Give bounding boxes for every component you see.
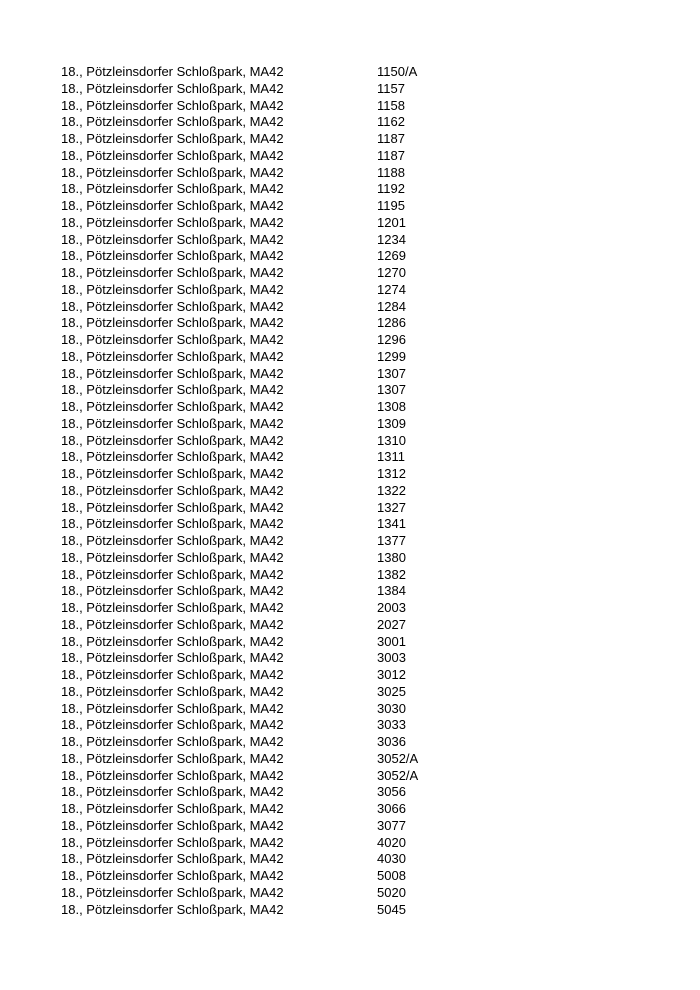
list-item (61, 868, 661, 885)
list-item (61, 717, 661, 734)
entry-list (61, 64, 661, 918)
item-number: 1234 (377, 231, 406, 247)
location-text: 18., Pötzleinsdorfer Schloßpark, MA42 (61, 633, 284, 649)
location-text: 18., Pötzleinsdorfer Schloßpark, MA42 (61, 214, 284, 230)
location-text: 18., Pötzleinsdorfer Schloßpark, MA42 (61, 415, 284, 431)
list-item (61, 600, 661, 617)
list-item (61, 449, 661, 466)
item-number: 4020 (377, 834, 406, 850)
item-number: 1201 (377, 214, 406, 230)
location-text: 18., Pötzleinsdorfer Schloßpark, MA42 (61, 600, 284, 615)
location-text: 18., Pötzleinsdorfer Schloßpark, MA42 (61, 533, 284, 548)
list-item (61, 131, 661, 148)
item-number: 1380 (377, 549, 406, 565)
location-text: 18., Pötzleinsdorfer Schloßpark, MA42 (61, 449, 284, 465)
list-item (61, 248, 661, 265)
location-text: 18., Pötzleinsdorfer Schloßpark, MA42 (61, 734, 284, 749)
list-item (61, 684, 661, 701)
item-number: 3030 (377, 700, 406, 716)
location-text: 18., Pötzleinsdorfer Schloßpark, MA42 (61, 164, 284, 180)
list-item (61, 768, 661, 785)
location-text: 18., Pötzleinsdorfer Schloßpark, MA42 (61, 281, 284, 297)
list-item (61, 818, 661, 835)
item-number: 4030 (377, 851, 406, 867)
location-text: 18., Pötzleinsdorfer Schloßpark, MA42 (61, 750, 284, 766)
list-item (61, 466, 661, 483)
list-item (61, 433, 661, 450)
item-number: 1377 (377, 533, 406, 548)
list-item (61, 81, 661, 98)
location-text: 18., Pötzleinsdorfer Schloßpark, MA42 (61, 80, 284, 96)
list-item (61, 516, 661, 533)
location-text: 18., Pötzleinsdorfer Schloßpark, MA42 (61, 549, 284, 565)
item-number: 1307 (377, 365, 406, 381)
list-item (61, 667, 661, 684)
item-number: 1327 (377, 499, 406, 515)
location-text: 18., Pötzleinsdorfer Schloßpark, MA42 (61, 97, 284, 113)
list-item (61, 114, 661, 131)
location-text: 18., Pötzleinsdorfer Schloßpark, MA42 (61, 181, 284, 197)
item-number: 1192 (377, 181, 405, 197)
item-number: 3052/A (377, 767, 419, 783)
item-number: 1309 (377, 415, 406, 431)
list-item (61, 399, 661, 416)
item-number: 3052/A (377, 750, 419, 766)
location-text: 18., Pötzleinsdorfer Schloßpark, MA42 (61, 265, 284, 280)
list-item (61, 583, 661, 600)
location-text: 18., Pötzleinsdorfer Schloßpark, MA42 (61, 114, 284, 130)
location-text: 18., Pötzleinsdorfer Schloßpark, MA42 (61, 717, 284, 733)
location-text: 18., Pötzleinsdorfer Schloßpark, MA42 (61, 231, 284, 247)
list-item (61, 215, 661, 232)
location-text: 18., Pötzleinsdorfer Schloßpark, MA42 (61, 901, 284, 917)
list-item (61, 550, 661, 567)
item-number: 3001 (377, 633, 406, 649)
item-number: 1299 (377, 348, 406, 364)
item-number: 3012 (377, 667, 406, 682)
location-text: 18., Pötzleinsdorfer Schloßpark, MA42 (61, 834, 284, 850)
location-text: 18., Pötzleinsdorfer Schloßpark, MA42 (61, 868, 284, 883)
list-item (61, 315, 661, 332)
location-text: 18., Pötzleinsdorfer Schloßpark, MA42 (61, 884, 284, 900)
location-text: 18., Pötzleinsdorfer Schloßpark, MA42 (61, 315, 284, 331)
item-number: 1296 (377, 332, 406, 347)
location-text: 18., Pötzleinsdorfer Schloßpark, MA42 (61, 516, 284, 532)
item-number: 1274 (377, 281, 406, 297)
item-number: 3003 (377, 650, 406, 666)
list-item (61, 801, 661, 818)
item-number: 1162 (377, 114, 405, 130)
location-text: 18., Pötzleinsdorfer Schloßpark, MA42 (61, 432, 284, 448)
item-number: 1311 (377, 449, 405, 465)
location-text: 18., Pötzleinsdorfer Schloßpark, MA42 (61, 365, 284, 381)
item-number: 3066 (377, 801, 406, 816)
item-number: 1382 (377, 566, 406, 582)
location-text: 18., Pötzleinsdorfer Schloßpark, MA42 (61, 147, 284, 163)
location-text: 18., Pötzleinsdorfer Schloßpark, MA42 (61, 382, 284, 398)
list-item (61, 64, 661, 81)
item-number: 1158 (377, 97, 405, 113)
location-text: 18., Pötzleinsdorfer Schloßpark, MA42 (61, 650, 284, 666)
item-number: 3033 (377, 717, 406, 733)
list-item (61, 835, 661, 852)
location-text: 18., Pötzleinsdorfer Schloßpark, MA42 (61, 248, 284, 264)
location-text: 18., Pötzleinsdorfer Schloßpark, MA42 (61, 399, 284, 414)
location-text: 18., Pötzleinsdorfer Schloßpark, MA42 (61, 499, 284, 515)
list-item (61, 500, 661, 517)
item-number: 1187 (377, 131, 405, 146)
list-item (61, 332, 661, 349)
list-item (61, 734, 661, 751)
list-item (61, 148, 661, 165)
item-number: 1322 (377, 482, 406, 498)
item-number: 1312 (377, 466, 406, 481)
item-number: 3077 (377, 817, 406, 833)
item-number: 5045 (377, 901, 406, 917)
item-number: 1195 (377, 198, 405, 213)
item-number: 5020 (377, 884, 406, 900)
list-item (61, 165, 661, 182)
item-number: 1150/A (377, 64, 418, 79)
item-number: 1188 (377, 164, 405, 180)
item-number: 1284 (377, 298, 406, 314)
list-item (61, 366, 661, 383)
list-item (61, 349, 661, 366)
list-item (61, 701, 661, 718)
location-text: 18., Pötzleinsdorfer Schloßpark, MA42 (61, 801, 284, 816)
location-text: 18., Pötzleinsdorfer Schloßpark, MA42 (61, 332, 284, 347)
location-text: 18., Pötzleinsdorfer Schloßpark, MA42 (61, 667, 284, 682)
item-number: 1384 (377, 583, 406, 599)
location-text: 18., Pötzleinsdorfer Schloßpark, MA42 (61, 583, 284, 599)
item-number: 3025 (377, 683, 406, 699)
list-item (61, 265, 661, 282)
list-item (61, 567, 661, 584)
list-item (61, 198, 661, 215)
list-item (61, 282, 661, 299)
item-number: 1286 (377, 315, 406, 331)
list-item (61, 416, 661, 433)
location-text: 18., Pötzleinsdorfer Schloßpark, MA42 (61, 131, 284, 146)
item-number: 1157 (377, 80, 405, 96)
location-text: 18., Pötzleinsdorfer Schloßpark, MA42 (61, 298, 284, 314)
item-number: 1270 (377, 265, 406, 280)
list-item (61, 382, 661, 399)
item-number: 1307 (377, 382, 406, 398)
list-item (61, 784, 661, 801)
location-text: 18., Pötzleinsdorfer Schloßpark, MA42 (61, 566, 284, 582)
list-item (61, 98, 661, 115)
item-number: 3056 (377, 784, 406, 800)
location-text: 18., Pötzleinsdorfer Schloßpark, MA42 (61, 700, 284, 716)
list-item (61, 232, 661, 249)
item-number: 1308 (377, 399, 406, 414)
list-item (61, 851, 661, 868)
list-item (61, 650, 661, 667)
list-item (61, 634, 661, 651)
location-text: 18., Pötzleinsdorfer Schloßpark, MA42 (61, 851, 284, 867)
location-text: 18., Pötzleinsdorfer Schloßpark, MA42 (61, 767, 284, 783)
location-text: 18., Pötzleinsdorfer Schloßpark, MA42 (61, 482, 284, 498)
location-text: 18., Pötzleinsdorfer Schloßpark, MA42 (61, 683, 284, 699)
location-text: 18., Pötzleinsdorfer Schloßpark, MA42 (61, 616, 284, 632)
list-item (61, 902, 661, 919)
location-text: 18., Pötzleinsdorfer Schloßpark, MA42 (61, 784, 284, 800)
item-number: 3036 (377, 734, 406, 749)
list-item (61, 483, 661, 500)
location-text: 18., Pötzleinsdorfer Schloßpark, MA42 (61, 466, 284, 481)
location-text: 18., Pötzleinsdorfer Schloßpark, MA42 (61, 64, 284, 79)
list-item (61, 885, 661, 902)
location-text: 18., Pötzleinsdorfer Schloßpark, MA42 (61, 817, 284, 833)
list-item (61, 533, 661, 550)
item-number: 1341 (377, 516, 406, 532)
list-item (61, 617, 661, 634)
item-number: 5008 (377, 868, 406, 883)
list-item (61, 751, 661, 768)
item-number: 1310 (377, 432, 406, 448)
item-number: 1269 (377, 248, 406, 264)
item-number: 2003 (377, 600, 406, 615)
location-text: 18., Pötzleinsdorfer Schloßpark, MA42 (61, 198, 284, 213)
item-number: 2027 (377, 616, 406, 632)
list-item (61, 299, 661, 316)
list-item (61, 181, 661, 198)
location-text: 18., Pötzleinsdorfer Schloßpark, MA42 (61, 348, 284, 364)
item-number: 1187 (377, 147, 405, 163)
